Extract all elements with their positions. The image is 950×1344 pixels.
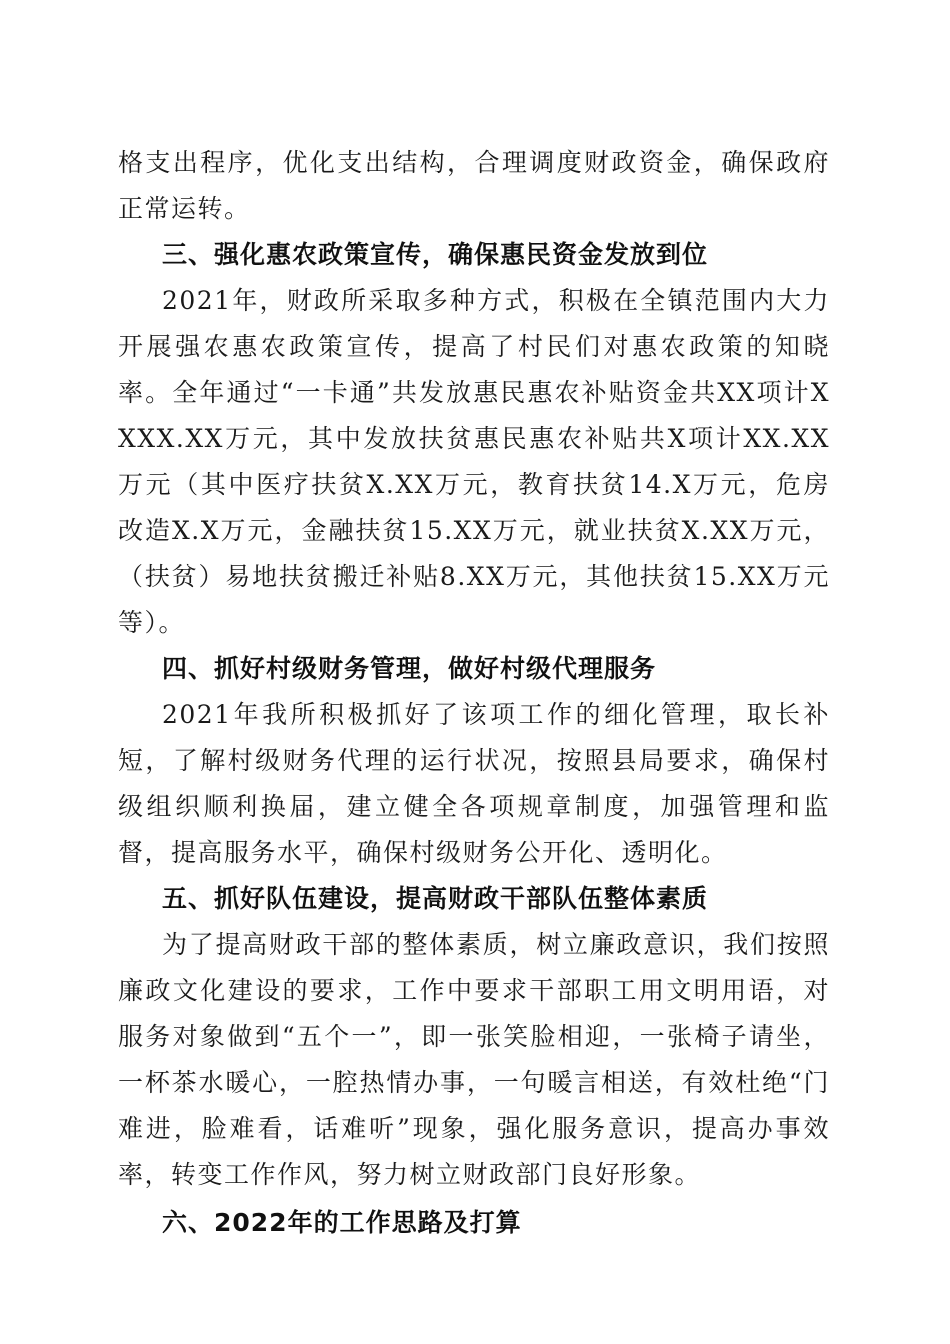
section-heading-5: 五、抓好队伍建设，提高财政干部队伍整体素质 — [162, 884, 709, 913]
paragraph-continued: 格支出程序，优化支出结构，合理调度财政资金，确保政府正常运转。 — [118, 148, 830, 223]
paragraph-policy-publicity: 2021年，财政所采取多种方式，积极在全镇范围内大力开展强农惠农政策宣传，提高了村民们对惠农政策的知晓率。全年通过“一卡通”共发放惠民惠农补贴资金共XX项计XXXX.XX万元，其中发放扶贫惠民惠农补贴共X项计XX.XX万元（其中医疗扶贫X.XX万元，教育扶贫14.X万元，危房改造X.X万元，金融扶贫15.XX万元，就业扶贫X.XX万元，（扶贫）易地扶贫搬迁补贴8.XX万元，其他扶贫15.XX万元等）。 — [118, 286, 830, 637]
paragraph-village-finance: 2021年我所积极抓好了该项工作的细化管理，取长补短，了解村级财务代理的运行状况，按照县局要求，确保村级组织顺利换届，建立健全各项规章制度，加强管理和监督，提高服务水平，确保村级财务公开化、透明化。 — [118, 700, 830, 867]
section-heading-3: 三、强化惠农政策宣传，确保惠民资金发放到位 — [162, 240, 709, 269]
paragraph-team-building: 为了提高财政干部的整体素质，树立廉政意识，我们按照廉政文化建设的要求，工作中要求干部职工用文明用语，对服务对象做到“五个一”，即一张笑脸相迎，一张椅子请坐，一杯茶水暖心，一腔热情办事，一句暖言相送，有效杜绝“门难进，脸难看，话难听”现象，强化服务意识，提高办事效率，转变工作作风，努力树立财政部门良好形象。 — [118, 930, 830, 1189]
section-heading-6: 六、2022年的工作思路及打算 — [162, 1208, 522, 1237]
section-heading-4: 四、抓好村级财务管理，做好村级代理服务 — [162, 654, 657, 683]
document-body — [118, 140, 830, 1246]
